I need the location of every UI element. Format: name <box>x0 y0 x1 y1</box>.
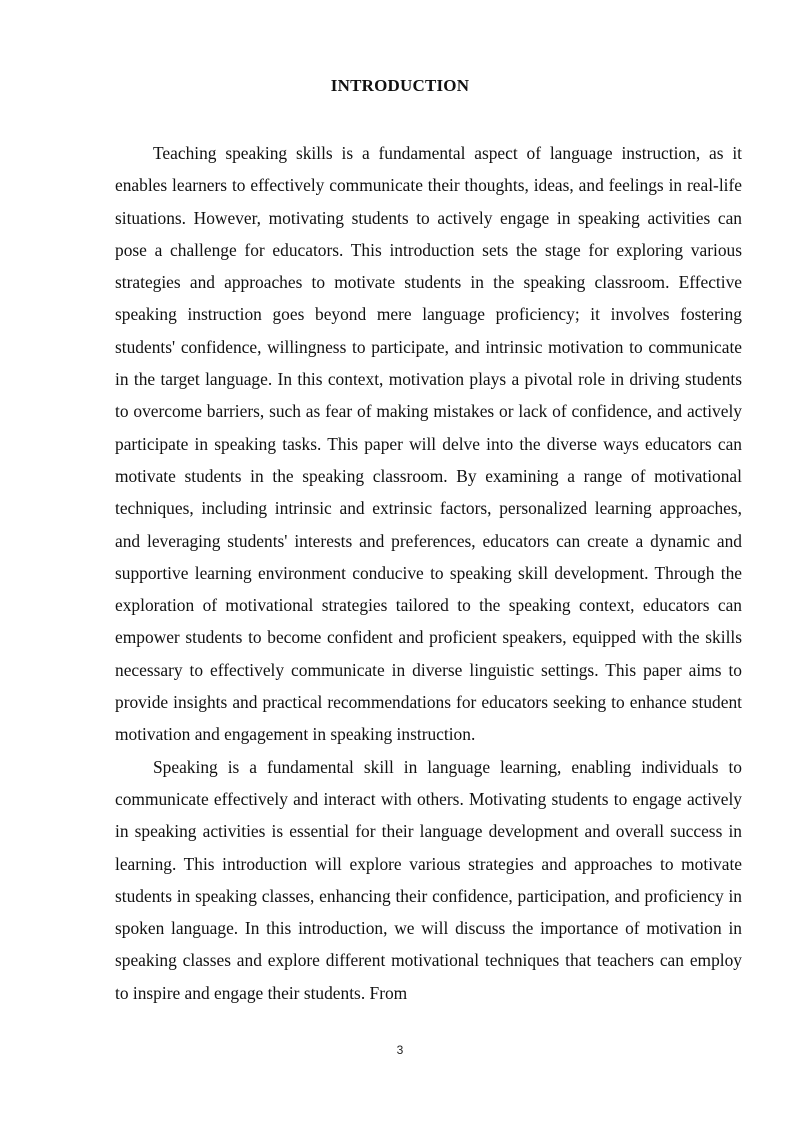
body-text <box>115 137 742 1009</box>
page-title: INTRODUCTION <box>330 76 470 95</box>
page-number: 3 <box>396 1043 404 1057</box>
paragraph-1: Teaching speaking skills is a fundamental aspect of language instruction, as it enables learners to effectively communicate their thoughts, ideas, and feelings in real-life situations. However, motivating students to actively engage in speaking activities can pose a challenge for educators. This introduction sets the stage for exploring various strategies and approaches to motivate students in the speaking classroom. Effective speaking instruction goes beyond mere language proficiency; it involves fostering students' confidence, willingness to participate, and intrinsic motivation to communicate in the target language. In this context, motivation plays a pivotal role in driving students to overcome barriers, such as fear of making mistakes or lack of confidence, and actively participate in speaking tasks. This paper will delve into the diverse ways educators can motivate students in the speaking classroom. By examining a range of motivational techniques, including intrinsic and extrinsic factors, personalized learning approaches, and leveraging students' interests and preferences, educators can create a dynamic and supportive learning environment conducive to speaking skill development. Through the exploration of motivational strategies tailored to the speaking context, educators can empower students to become confident and proficient speakers, equipped with the skills necessary to effectively communicate in diverse linguistic settings. This paper aims to provide insights and practical recommendations for educators seeking to enhance student motivation and engagement in speaking instruction. <box>115 143 742 745</box>
paragraph-2: Speaking is a fundamental skill in language learning, enabling individuals to communicate effectively and interact with others. Motivating students to engage actively in speaking activities is essential for their language development and overall success in learning. This introduction will explore various strategies and approaches to motivate students in speaking classes, enhancing their confidence, participation, and proficiency in spoken language. In this introduction, we will discuss the importance of motivation in speaking classes and explore different motivational techniques that teachers can employ to inspire and engage their students. From <box>115 756 742 1003</box>
